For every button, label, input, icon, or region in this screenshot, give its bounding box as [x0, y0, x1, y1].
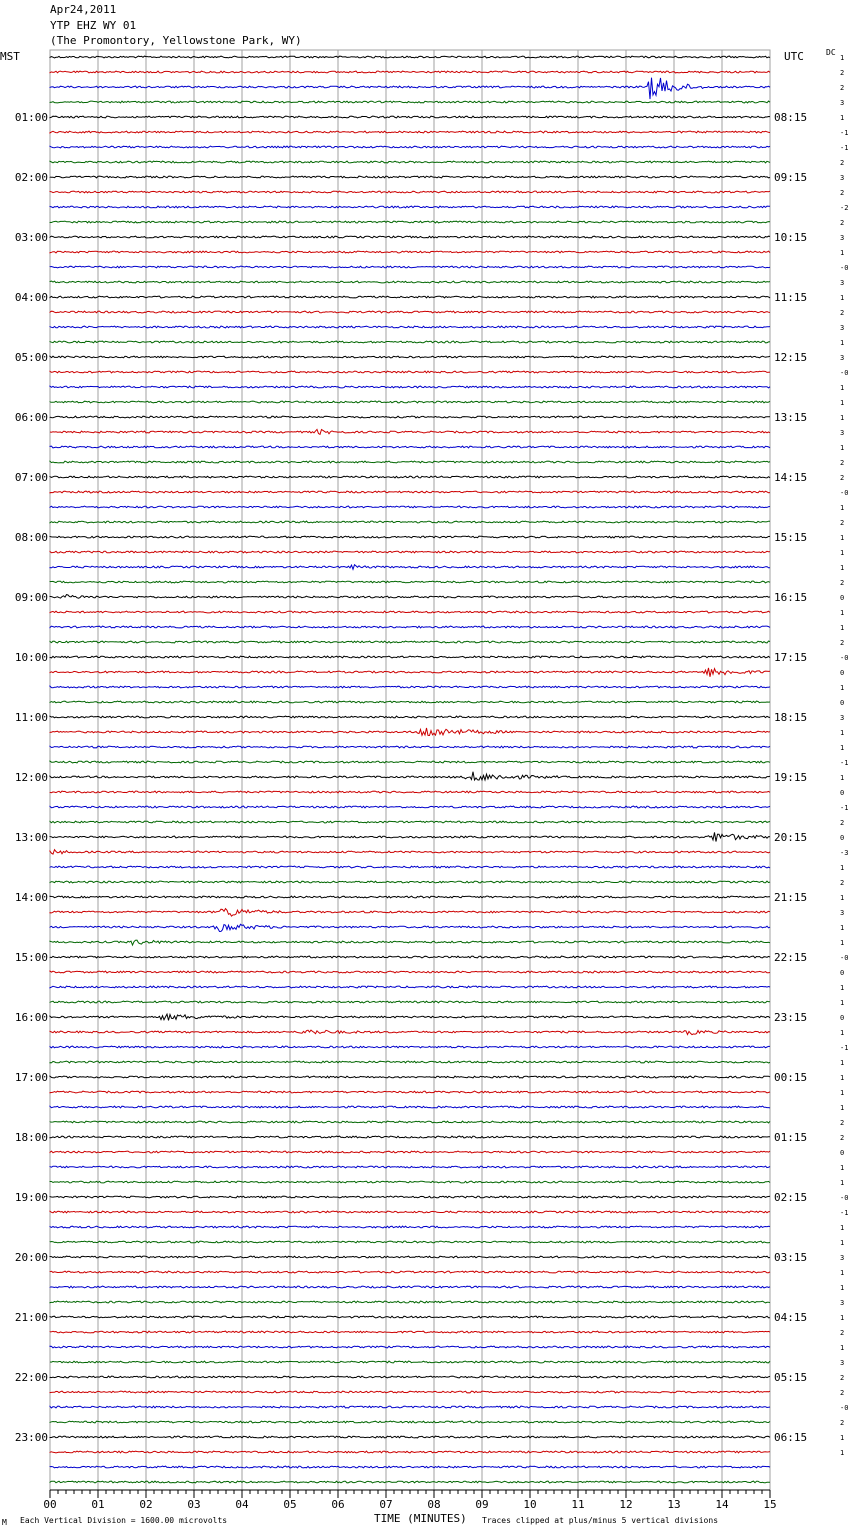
dc-offset-90: -0	[840, 1404, 849, 1412]
plot-date: Apr24,2011	[50, 3, 117, 16]
trace-58	[50, 924, 770, 931]
mst-hour-label: 08:00	[14, 531, 48, 544]
dc-offset-12: 3	[840, 234, 845, 242]
trace-51	[50, 821, 770, 823]
dc-offset-40: -0	[840, 654, 849, 662]
dc-offset-60: -0	[840, 954, 849, 962]
dc-offset-70: 1	[840, 1104, 845, 1112]
trace-45	[50, 728, 770, 736]
dc-offset-36: 0	[840, 594, 845, 602]
trace-15	[50, 281, 770, 283]
x-tick-label: 09	[475, 1498, 489, 1511]
trace-73	[50, 1151, 770, 1153]
mst-hour-label: 09:00	[14, 591, 48, 604]
dc-offset-49: 0	[840, 789, 845, 797]
utc-hour-label: 00:15	[774, 1071, 808, 1084]
dc-offset-72: 2	[840, 1134, 845, 1142]
trace-67	[50, 1061, 770, 1063]
mst-hour-label: 04:00	[14, 291, 48, 304]
mst-hour-label: 20:00	[14, 1251, 48, 1264]
mst-label: MST	[0, 50, 20, 63]
dc-offset-46: 1	[840, 744, 845, 752]
mst-hour-label: 06:00	[14, 411, 48, 424]
x-tick-label: 08	[427, 1498, 441, 1511]
mst-hour-label: 12:00	[14, 771, 48, 784]
dc-offset-77: -1	[840, 1209, 849, 1217]
trace-8	[50, 176, 770, 178]
trace-82	[50, 1286, 770, 1288]
mst-hour-label: 05:00	[14, 351, 48, 364]
dc-offset-25: 3	[840, 429, 845, 437]
trace-63	[50, 1001, 770, 1003]
trace-3	[50, 101, 770, 103]
trace-29	[50, 491, 770, 493]
trace-17	[50, 311, 770, 313]
trace-4	[50, 116, 770, 118]
trace-26	[50, 446, 770, 448]
dc-offset-30: 1	[840, 504, 845, 512]
dc-offset-69: 1	[840, 1089, 845, 1097]
utc-hour-label: 20:15	[774, 831, 808, 844]
dc-offset-31: 2	[840, 519, 845, 527]
dc-offset-88: 2	[840, 1374, 845, 1382]
dc-offset-14: -0	[840, 264, 849, 272]
trace-56	[50, 896, 770, 898]
dc-offset-17: 2	[840, 309, 845, 317]
trace-75	[50, 1181, 770, 1183]
mst-hour-label: 15:00	[14, 951, 48, 964]
dc-offset-2: 2	[840, 84, 845, 92]
x-tick-label: 14	[715, 1498, 729, 1511]
dc-offset-67: 1	[840, 1059, 845, 1067]
trace-43	[50, 701, 770, 703]
utc-hour-label: 15:15	[774, 531, 808, 544]
mst-hour-label: 19:00	[14, 1191, 48, 1204]
trace-69	[50, 1091, 770, 1093]
trace-28	[50, 476, 770, 478]
trace-24	[50, 416, 770, 418]
dc-offset-92: 1	[840, 1434, 845, 1442]
trace-62	[50, 986, 770, 988]
trace-38	[50, 626, 770, 628]
dc-offset-32: 1	[840, 534, 845, 542]
station-location: (The Promontory, Yellowstone Park, WY)	[50, 34, 302, 47]
mst-hour-label: 07:00	[14, 471, 48, 484]
dc-offset-48: 1	[840, 774, 845, 782]
dc-offset-89: 2	[840, 1389, 845, 1397]
utc-hour-label: 19:15	[774, 771, 808, 784]
dc-offset-26: 1	[840, 444, 845, 452]
dc-offset-51: 2	[840, 819, 845, 827]
trace-0	[50, 56, 770, 58]
trace-87	[50, 1361, 770, 1363]
trace-1	[50, 71, 770, 73]
mst-hour-label: 13:00	[14, 831, 48, 844]
dc-offset-62: 1	[840, 984, 845, 992]
mst-hour-label: 11:00	[14, 711, 48, 724]
mst-hour-label: 01:00	[14, 111, 48, 124]
dc-offset-81: 1	[840, 1269, 845, 1277]
trace-59	[50, 940, 770, 945]
dc-offset-11: 2	[840, 219, 845, 227]
trace-20	[50, 356, 770, 358]
dc-offset-56: 1	[840, 894, 845, 902]
dc-offset-74: 1	[840, 1164, 845, 1172]
dc-offset-45: 1	[840, 729, 845, 737]
x-tick-label: 04	[235, 1498, 249, 1511]
dc-offset-50: -1	[840, 804, 849, 812]
trace-79	[50, 1241, 770, 1243]
trace-91	[50, 1421, 770, 1423]
trace-22	[50, 386, 770, 388]
dc-offset-87: 3	[840, 1359, 845, 1367]
x-tick-label: 11	[571, 1498, 585, 1511]
dc-offset-65: 1	[840, 1029, 845, 1037]
dc-offset-38: 1	[840, 624, 845, 632]
clip-note: Traces clipped at plus/minus 5 vertical divisions	[482, 1516, 719, 1525]
trace-14	[50, 266, 770, 268]
trace-77	[50, 1211, 770, 1213]
utc-hour-label: 01:15	[774, 1131, 808, 1144]
dc-offset-0: 1	[840, 54, 845, 62]
trace-86	[50, 1346, 770, 1348]
trace-49	[50, 791, 770, 793]
dc-offset-23: 1	[840, 399, 845, 407]
dc-offset-84: 1	[840, 1314, 845, 1322]
trace-30	[50, 506, 770, 508]
trace-57	[50, 909, 770, 917]
utc-hour-label: 11:15	[774, 291, 808, 304]
dc-offset-24: 1	[840, 414, 845, 422]
x-tick-label: 10	[523, 1498, 537, 1511]
x-tick-label: 06	[331, 1498, 345, 1511]
trace-39	[50, 641, 770, 643]
dc-offset-5: -1	[840, 129, 849, 137]
trace-5	[50, 131, 770, 133]
dc-offset-39: 2	[840, 639, 845, 647]
utc-hour-label: 21:15	[774, 891, 808, 904]
trace-2	[50, 78, 770, 99]
dc-offset-66: -1	[840, 1044, 849, 1052]
utc-label: UTC	[784, 50, 804, 63]
trace-36	[50, 595, 770, 599]
trace-90	[50, 1406, 770, 1408]
utc-hour-label: 05:15	[774, 1371, 808, 1384]
utc-hour-label: 14:15	[774, 471, 808, 484]
trace-50	[50, 806, 770, 808]
utc-hour-label: 16:15	[774, 591, 808, 604]
utc-hour-label: 13:15	[774, 411, 808, 424]
trace-72	[50, 1136, 770, 1138]
dc-offset-76: -0	[840, 1194, 849, 1202]
dc-offset-19: 1	[840, 339, 845, 347]
dc-offset-15: 3	[840, 279, 845, 287]
dc-offset-13: 1	[840, 249, 845, 257]
dc-offset-44: 3	[840, 714, 845, 722]
trace-84	[50, 1316, 770, 1318]
mst-hour-label: 18:00	[14, 1131, 48, 1144]
dc-offset-28: 2	[840, 474, 845, 482]
trace-71	[50, 1121, 770, 1123]
utc-hour-label: 09:15	[774, 171, 808, 184]
trace-40	[50, 656, 770, 658]
utc-hour-label: 22:15	[774, 951, 808, 964]
trace-12	[50, 236, 770, 238]
dc-offset-73: 0	[840, 1149, 845, 1157]
trace-53	[50, 850, 770, 855]
dc-offset-61: 0	[840, 969, 845, 977]
utc-hour-label: 23:15	[774, 1011, 808, 1024]
trace-88	[50, 1376, 770, 1378]
trace-21	[50, 371, 770, 373]
trace-41	[50, 668, 770, 677]
dc-offset-1: 2	[840, 69, 845, 77]
x-tick-label: 13	[667, 1498, 681, 1511]
dc-offset-63: 1	[840, 999, 845, 1007]
dc-offset-7: 2	[840, 159, 845, 167]
dc-offset-20: 3	[840, 354, 845, 362]
x-axis-label: TIME (MINUTES)	[374, 1512, 467, 1525]
x-tick-label: 00	[43, 1498, 57, 1511]
trace-34	[50, 565, 770, 570]
dc-offset-34: 1	[840, 564, 845, 572]
trace-48	[50, 772, 770, 780]
mst-hour-label: 21:00	[14, 1311, 48, 1324]
dc-offset-58: 1	[840, 924, 845, 932]
trace-93	[50, 1451, 770, 1453]
dc-offset-57: 3	[840, 909, 845, 917]
utc-hour-label: 06:15	[774, 1431, 808, 1444]
mst-hour-label: 23:00	[14, 1431, 48, 1444]
trace-33	[50, 551, 770, 553]
dc-offset-71: 2	[840, 1119, 845, 1127]
dc-offset-64: 0	[840, 1014, 845, 1022]
dc-offset-42: 1	[840, 684, 845, 692]
dc-offset-22: 1	[840, 384, 845, 392]
dc-offset-33: 1	[840, 549, 845, 557]
dc-offset-37: 1	[840, 609, 845, 617]
dc-offset-4: 1	[840, 114, 845, 122]
trace-85	[50, 1331, 770, 1333]
dc-offset-16: 1	[840, 294, 845, 302]
trace-9	[50, 191, 770, 193]
x-tick-label: 15	[763, 1498, 777, 1511]
mst-hour-label: 16:00	[14, 1011, 48, 1024]
x-tick-label: 12	[619, 1498, 633, 1511]
trace-18	[50, 326, 770, 328]
dc-offset-75: 1	[840, 1179, 845, 1187]
utc-hour-label: 10:15	[774, 231, 808, 244]
trace-31	[50, 521, 770, 523]
utc-hour-label: 12:15	[774, 351, 808, 364]
dc-offset-59: 1	[840, 939, 845, 947]
trace-83	[50, 1301, 770, 1303]
dc-offset-78: 1	[840, 1224, 845, 1232]
dc-offset-53: -3	[840, 849, 849, 857]
dc-offset-79: 1	[840, 1239, 845, 1247]
trace-94	[50, 1466, 770, 1468]
trace-32	[50, 536, 770, 538]
trace-78	[50, 1226, 770, 1228]
trace-92	[50, 1436, 770, 1438]
trace-13	[50, 251, 770, 253]
dc-offset-54: 1	[840, 864, 845, 872]
corner-mark: M	[2, 1518, 7, 1527]
trace-65	[50, 1030, 770, 1035]
trace-55	[50, 881, 770, 883]
dc-offset-10: -2	[840, 204, 849, 212]
trace-61	[50, 971, 770, 973]
trace-27	[50, 461, 770, 463]
trace-11	[50, 221, 770, 223]
dc-offset-80: 3	[840, 1254, 845, 1262]
dc-offset-82: 1	[840, 1284, 845, 1292]
dc-offset-86: 1	[840, 1344, 845, 1352]
trace-44	[50, 716, 770, 718]
trace-74	[50, 1166, 770, 1168]
mst-hour-label: 14:00	[14, 891, 48, 904]
trace-6	[50, 146, 770, 148]
dc-offset-35: 2	[840, 579, 845, 587]
trace-16	[50, 296, 770, 298]
x-tick-label: 05	[283, 1498, 297, 1511]
trace-76	[50, 1196, 770, 1198]
trace-64	[50, 1014, 770, 1020]
dc-offset-47: -1	[840, 759, 849, 767]
trace-80	[50, 1256, 770, 1258]
trace-81	[50, 1271, 770, 1273]
dc-offset-52: 0	[840, 834, 845, 842]
dc-offset-8: 3	[840, 174, 845, 182]
dc-offset-9: 2	[840, 189, 845, 197]
dc-offset-27: 2	[840, 459, 845, 467]
trace-89	[50, 1391, 770, 1393]
dc-offset-41: 0	[840, 669, 845, 677]
dc-offset-3: 3	[840, 99, 845, 107]
station-code: YTP EHZ WY 01	[50, 19, 137, 32]
trace-10	[50, 206, 770, 208]
dc-offset-29: -0	[840, 489, 849, 497]
trace-54	[50, 866, 770, 868]
utc-hour-label: 04:15	[774, 1311, 808, 1324]
trace-68	[50, 1076, 770, 1078]
mst-hour-label: 02:00	[14, 171, 48, 184]
trace-52	[50, 832, 770, 841]
mst-hour-label: 22:00	[14, 1371, 48, 1384]
dc-offset-85: 2	[840, 1329, 845, 1337]
x-tick-label: 03	[187, 1498, 201, 1511]
trace-95	[50, 1481, 770, 1483]
trace-66	[50, 1046, 770, 1048]
trace-35	[50, 581, 770, 583]
dc-offset-18: 3	[840, 324, 845, 332]
trace-60	[50, 956, 770, 958]
mst-hour-label: 17:00	[14, 1071, 48, 1084]
trace-19	[50, 341, 770, 343]
utc-hour-label: 08:15	[774, 111, 808, 124]
trace-25	[50, 429, 770, 434]
trace-23	[50, 401, 770, 403]
utc-hour-label: 17:15	[774, 651, 808, 664]
utc-hour-label: 18:15	[774, 711, 808, 724]
dc-offset-43: 0	[840, 699, 845, 707]
utc-hour-label: 02:15	[774, 1191, 808, 1204]
dc-offset-83: 3	[840, 1299, 845, 1307]
trace-42	[50, 686, 770, 688]
mst-hour-label: 10:00	[14, 651, 48, 664]
dc-offset-93: 1	[840, 1449, 845, 1457]
x-tick-label: 01	[91, 1498, 105, 1511]
x-tick-label: 07	[379, 1498, 393, 1511]
dc-offset-68: 1	[840, 1074, 845, 1082]
x-tick-label: 02	[139, 1498, 153, 1511]
scale-note: Each Vertical Division = 1600.00 microvolts	[20, 1516, 228, 1525]
dc-offset-6: -1	[840, 144, 849, 152]
dc-offset-55: 2	[840, 879, 845, 887]
dc-label: DC	[826, 48, 836, 57]
utc-hour-label: 03:15	[774, 1251, 808, 1264]
trace-37	[50, 611, 770, 613]
dc-offset-21: -0	[840, 369, 849, 377]
dc-offset-91: 2	[840, 1419, 845, 1427]
trace-7	[50, 161, 770, 163]
trace-70	[50, 1106, 770, 1108]
mst-hour-label: 03:00	[14, 231, 48, 244]
trace-47	[50, 761, 770, 763]
trace-46	[50, 746, 770, 748]
